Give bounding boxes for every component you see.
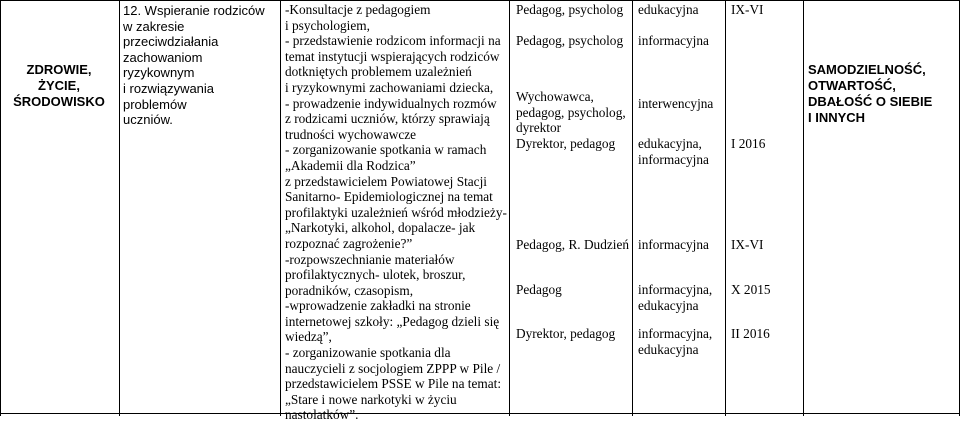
form-cell [638, 326, 733, 357]
responsible-cell [516, 282, 631, 298]
term-cell [731, 2, 803, 18]
form-line: edukacyjna [638, 2, 699, 17]
term-cell [731, 282, 803, 298]
action-line: z przedstawicielem Powiatowej Stacji [285, 173, 487, 189]
action-line: profilaktycznych- ulotek, broszur, [285, 267, 466, 283]
effect-line: I INNYCH [808, 110, 866, 125]
form-line: informacyjna, [638, 282, 713, 297]
column-divider [119, 0, 120, 416]
table-border-top [0, 0, 960, 1]
form-line: edukacyjna [638, 341, 699, 357]
task-line: i rozwiązywania problemów [123, 80, 215, 112]
area-line: ZDROWIE, [26, 62, 92, 77]
action-line: dotkniętych problemem uzależnień [285, 64, 472, 80]
action-line: - zorganizowanie spotkania w ramach [285, 142, 487, 158]
term-line: IX-VI [731, 237, 764, 252]
form-line: edukacyjna [638, 297, 699, 313]
action-line: z rodzicami uczniów, którzy sprawiają [285, 111, 490, 127]
form-line: informacyjna, [638, 326, 713, 341]
action-line: wiedzą”, [285, 329, 332, 345]
action-line: nastolatków”. [285, 407, 359, 423]
action-line: przedstawicielem PSSE w Pile na temat: [285, 376, 502, 392]
area-line: ŻYCIE, [38, 78, 80, 93]
task-cell [123, 3, 273, 128]
responsible-cell [516, 136, 631, 152]
form-line: informacyjna [638, 151, 709, 167]
term-cell [731, 136, 803, 152]
form-cell [638, 2, 733, 18]
action-line: „Stare i nowe narkotyki w życiu [285, 391, 457, 407]
form-line: interwencyjna [638, 96, 714, 111]
actions-cell [285, 2, 505, 423]
form-line: informacyjna [638, 237, 709, 252]
form-cell [638, 136, 733, 167]
form-line: edukacyjna, [638, 136, 702, 151]
responsible-cell [516, 89, 631, 136]
responsible-line: Pedagog, R. Dudzień [516, 237, 630, 252]
action-line: profilaktyki uzależnień wśród młodzieży- [285, 204, 507, 220]
responsible-cell [516, 2, 631, 18]
effect-line: SAMODZIELNOŚĆ, [808, 62, 926, 77]
column-divider [509, 0, 510, 416]
action-line: -wprowadzenie zakładki na stronie [285, 298, 471, 314]
action-line: internetowej szkoły: „Pedagog dzieli się [285, 313, 500, 329]
action-line: „Akademii dla Rodzica” [285, 157, 416, 173]
responsible-line: Dyrektor, pedagog [516, 136, 616, 151]
task-line: zachowaniom ryzykownym [123, 49, 203, 81]
responsible-line: Dyrektor, pedagog [516, 326, 616, 341]
action-line: trudności wychowawcze [285, 126, 417, 142]
action-line: -Konsultacje z pedagogiem [285, 2, 431, 17]
form-cell [638, 96, 733, 112]
form-line: informacyjna [638, 33, 709, 48]
action-line: - prowadzenie indywidualnych rozmów [285, 95, 497, 111]
term-line: IX-VI [731, 2, 764, 17]
column-divider [280, 0, 281, 416]
effect-line: DBAŁOŚĆ O SIEBIE [808, 94, 933, 109]
responsible-line: pedagog, psycholog, [516, 104, 626, 120]
column-divider [803, 0, 804, 416]
action-line: poradników, czasopism, [285, 282, 414, 298]
task-line: 12. Wspieranie rodziców [123, 3, 265, 18]
term-cell [731, 326, 803, 342]
action-line: rozpoznać zagrożenie?” [285, 235, 413, 251]
form-cell [638, 33, 733, 49]
task-line: w zakresie przeciwdziałania [123, 18, 219, 50]
area-line: ŚRODOWISKO [13, 94, 105, 109]
area-cell [0, 62, 118, 110]
action-line: temat instytucji wspierających rodziców [285, 48, 500, 64]
term-cell [731, 237, 803, 253]
action-line: i psychologiem, [285, 17, 370, 33]
responsible-line: Pedagog, psycholog [516, 33, 624, 48]
action-line: - przedstawienie rodzicom informacji na [285, 33, 501, 49]
action-line: Sanitarno- Epidemiologicznej na temat [285, 189, 493, 205]
action-line: -rozpowszechnianie materiałów [285, 251, 455, 267]
responsible-cell [516, 33, 631, 49]
responsible-line: Wychowawca, [516, 89, 594, 104]
term-line: I 2016 [731, 136, 766, 151]
action-line: - zorganizowanie spotkania dla [285, 345, 451, 361]
action-line: i ryzykownymi zachowaniami dziecka, [285, 79, 494, 95]
responsible-line: dyrektor [516, 120, 562, 136]
effect-line: OTWARTOŚĆ, [808, 78, 896, 93]
action-line: „Narkotyki, alkohol, dopalacze- jak [285, 220, 476, 236]
term-line: II 2016 [731, 326, 770, 341]
effect-cell [808, 62, 958, 126]
column-divider [632, 0, 633, 416]
responsible-line: Pedagog [516, 282, 562, 297]
term-line: X 2015 [731, 282, 771, 297]
responsible-cell [516, 237, 631, 253]
task-line: uczniów. [123, 112, 173, 128]
form-cell [638, 282, 733, 313]
action-line: nauczycieli z socjologiem ZPPP w Pile / [285, 360, 501, 376]
responsible-cell [516, 326, 631, 342]
form-cell [638, 237, 733, 253]
responsible-line: Pedagog, psycholog [516, 2, 624, 17]
